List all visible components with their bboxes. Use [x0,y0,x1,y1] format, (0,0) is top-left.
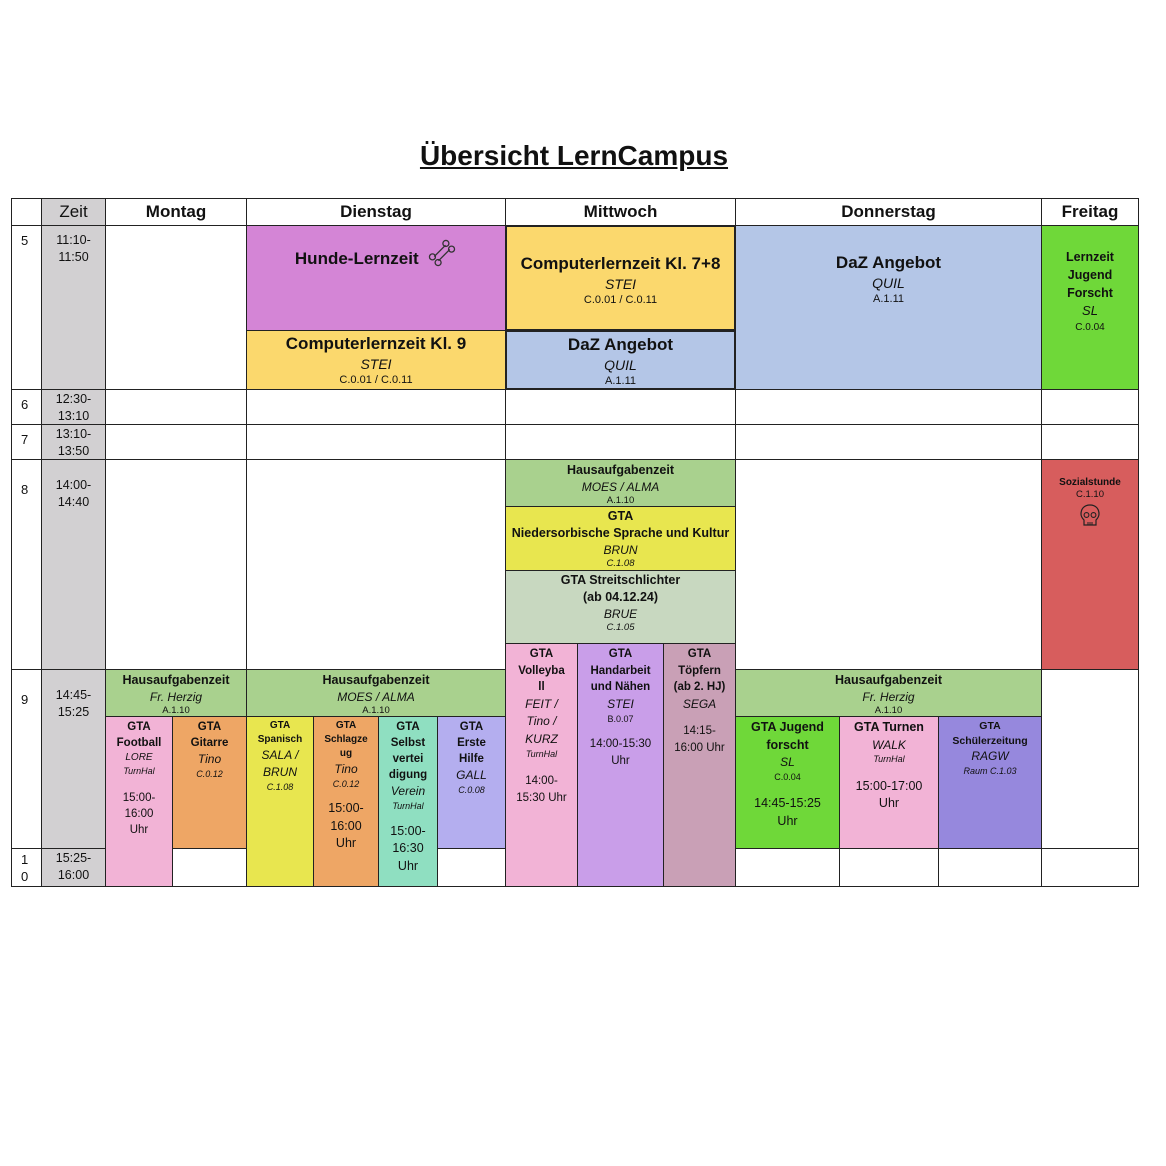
event-gta-schlagzeug: GTA Schlagze ug Tino C.0.12 15:00- 16:00 Uhr [313,716,379,887]
header-period [11,198,42,226]
empty-cell [938,848,1042,887]
header-zeit: Zeit [41,198,106,226]
event-hausaufgabenzeit-donnerstag: Hausaufgabenzeit Fr. Herzig A.1.10 [735,669,1042,717]
empty-cell [735,389,1042,425]
event-gta-gitarre: GTA Gitarre Tino C.0.12 [172,716,247,849]
header-donnerstag: Donnerstag [735,198,1042,226]
empty-cell [1041,848,1139,887]
event-computerlernzeit-9: Computerlernzeit Kl. 9 STEI C.0.01 / C.0.11 [246,330,506,390]
empty-cell [105,424,247,460]
event-gta-jugend-forscht: GTA Jugend forscht SL C.0.04 14:45-15:25 Uhr [735,716,840,849]
event-gta-niedersorbisch: GTA Niedersorbische Sprache und Kultur BRUN C.1.08 [505,506,736,571]
event-hausaufgabenzeit-montag: Hausaufgabenzeit Fr. Herzig A.1.10 [105,669,247,717]
event-gta-spanisch: GTA Spanisch SALA / BRUN C.1.08 [246,716,314,887]
empty-cell [1041,669,1139,849]
event-sozialstunde: Sozialstunde C.1.10 [1041,459,1139,670]
empty-cell [1041,424,1139,460]
empty-cell [505,389,736,425]
empty-cell [735,424,1042,460]
bone-icon [427,238,457,268]
event-computerlernzeit-7-8: Computerlernzeit Kl. 7+8 STEI C.0.01 / C.0.11 [505,225,736,331]
time-period-10: 15:25- 16:00 [41,848,106,887]
empty-cell [1041,389,1139,425]
period-9: 9 [11,669,42,849]
event-hunde-lernzeit: Hunde-Lernzeit [246,225,506,331]
empty-cell [437,848,506,887]
empty-cell [735,848,840,887]
event-gta-schuelerzeitung: GTA Schülerzeitung RAGW Raum C.1.03 [938,716,1042,849]
event-gta-toepfern: GTA Töpfern (ab 2. HJ) SEGA 14:15- 16:00 Uhr [663,643,736,887]
period-7: 7 [11,424,42,460]
event-gta-handarbeit: GTA Handarbeit und Nähen STEI B.0.07 14:00-15:30 Uhr [577,643,664,887]
page-title: Übersicht LernCampus [419,140,729,171]
time-period-7: 13:10- 13:50 [41,424,106,460]
empty-cell [246,389,506,425]
event-gta-football: GTA Football LORE TurnHal 15:00- 16:00 Uhr [105,716,173,887]
event-hausaufgabenzeit-dienstag: Hausaufgabenzeit MOES / ALMA A.1.10 [246,669,506,717]
event-lernzeit-jugend-forscht: Lernzeit Jugend Forscht SL C.0.04 [1041,225,1139,390]
empty-cell [735,459,1042,670]
event-gta-erste-hilfe: GTA Erste Hilfe GALL C.0.08 [437,716,506,849]
empty-cell [105,459,247,670]
time-period-5: 11:10- 11:50 [41,225,106,390]
period-5: 5 [11,225,42,390]
empty-cell [105,389,247,425]
empty-cell [105,225,247,390]
period-8: 8 [11,459,42,670]
event-gta-volleyball: GTA Volleyba ll FEIT / Tino / KURZ TurnHal 14:00- 15:30 Uhr [505,643,578,887]
empty-cell [246,424,506,460]
time-period-9: 14:45- 15:25 [41,669,106,849]
event-gta-selbstverteidigung: GTA Selbst vertei digung Verein TurnHal 15:00- 16:30 Uhr [378,716,438,887]
event-daz-donnerstag: DaZ Angebot QUIL A.1.11 [735,225,1042,390]
event-gta-turnen: GTA Turnen WALK TurnHal 15:00-17:00 Uhr [839,716,939,849]
header-montag: Montag [105,198,247,226]
empty-cell [505,424,736,460]
event-daz-mittwoch: DaZ Angebot QUIL A.1.11 [505,330,736,390]
skull-icon [1079,503,1101,529]
time-period-8: 14:00- 14:40 [41,459,106,670]
empty-cell [172,848,247,887]
event-gta-streitschlichter: GTA Streitschlichter (ab 04.12.24) BRUE C.1.05 [505,570,736,644]
period-6: 6 [11,389,42,425]
event-hausaufgabenzeit-mittwoch: Hausaufgabenzeit MOES / ALMA A.1.10 [505,459,736,507]
header-freitag: Freitag [1041,198,1139,226]
time-period-6: 12:30- 13:10 [41,389,106,425]
header-mittwoch: Mittwoch [505,198,736,226]
empty-cell [839,848,939,887]
empty-cell [246,459,506,670]
header-dienstag: Dienstag [246,198,506,226]
period-10: 1 0 [11,848,42,887]
